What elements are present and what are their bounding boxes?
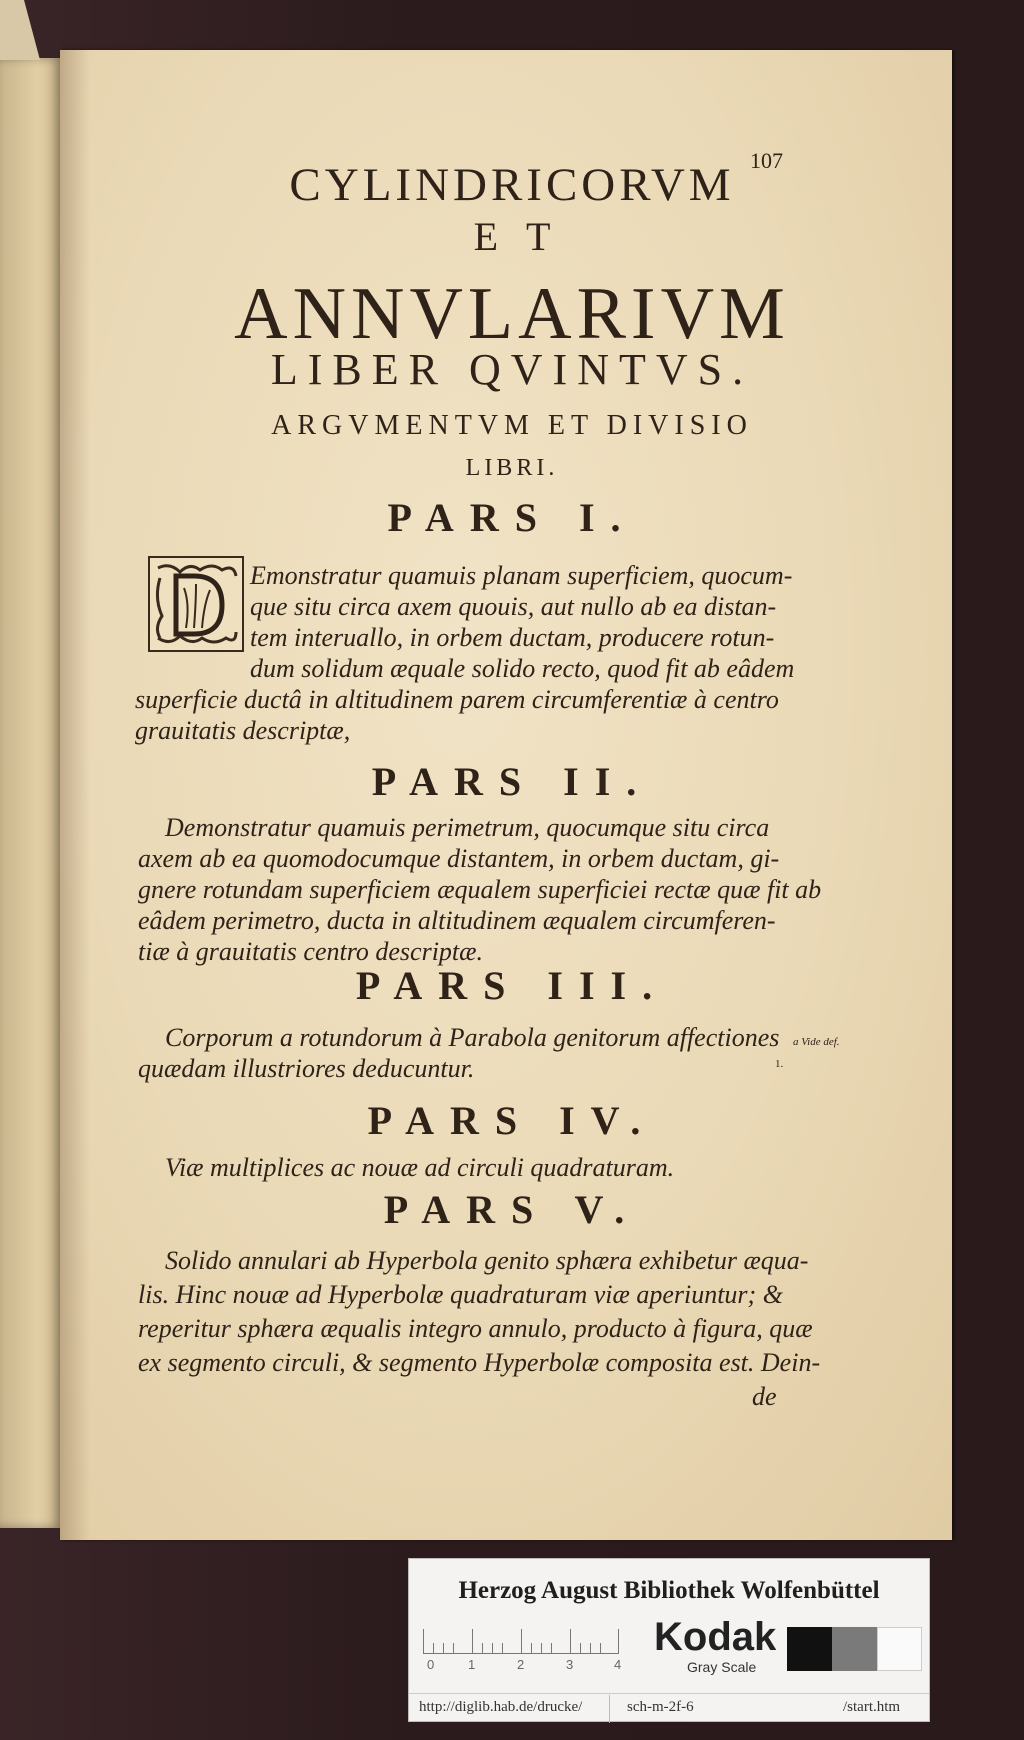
text-line: dum solidum æquale solido recto, quod fit ab eâdem [250, 654, 795, 683]
text-line: quædam illustriores deducuntur. [138, 1054, 475, 1083]
title-line-6: LIBRI. [465, 455, 559, 481]
text-line: superficie ductâ in altitudinem parem circumferentiæ à centro [135, 685, 779, 714]
text-line: tiæ à grauitatis centro descriptæ. [138, 937, 483, 966]
ruler-tick [551, 1643, 552, 1653]
ruler-tick [618, 1629, 619, 1653]
ruler-tick [570, 1629, 571, 1653]
gray-swatch-black [787, 1627, 832, 1671]
text-line: Corporum a rotundorum à Parabola genitorum affectiones [165, 1023, 780, 1052]
ruler-scale [423, 1629, 619, 1654]
url-separator [609, 1695, 610, 1723]
section-heading: PARS III. [355, 963, 669, 1008]
scale-number: 2 [517, 1657, 525, 1672]
gray-swatch-white [877, 1627, 922, 1671]
title-line-1: CYLINDRICORVM [289, 159, 735, 211]
scale-number: 0 [427, 1657, 435, 1672]
section-heading: PARS I. [387, 495, 637, 540]
text-line: tem interuallo, in orbem ductam, producere rotun- [250, 623, 775, 652]
title-line-5: ARGVMENTVM ET DIVISIO [271, 410, 753, 441]
ruler-tick [492, 1643, 493, 1653]
scale-number: 3 [566, 1657, 574, 1672]
text-line: axem ab ea quomodocumque distantem, in orbem ductam, gi- [138, 844, 780, 873]
text-line: que situ circa axem quouis, aut nullo ab ea distan- [250, 592, 777, 621]
url-left: http://diglib.hab.de/drucke/ [419, 1699, 583, 1715]
text-line: ex segmento circuli, & segmento Hyperbolæ composita est. Dein- [138, 1348, 821, 1377]
text-line: Demonstratur quamuis perimetrum, quocumque situ circa [165, 813, 770, 842]
margin-note: a Vide def. [793, 1036, 840, 1048]
ruler-tick [590, 1643, 591, 1653]
title-line-3: ANNVLARIVM [234, 273, 790, 355]
ruler-tick [580, 1643, 581, 1653]
library-name: Herzog August Bibliothek Wolfenbüttel [458, 1577, 880, 1604]
ruler-tick [443, 1643, 444, 1653]
ruler-tick [600, 1643, 601, 1653]
scale-number: 4 [614, 1657, 622, 1672]
page-number: 107 [750, 148, 783, 173]
section-heading: PARS IV. [367, 1098, 657, 1143]
archive-color-label [408, 1558, 930, 1722]
text-line: gnere rotundam superficiem æqualem superficiei rectæ quæ fit ab [138, 875, 822, 904]
ruler-tick [521, 1629, 522, 1653]
ruler-tick [541, 1643, 542, 1653]
url-divider [409, 1693, 929, 1694]
catchword: de [752, 1382, 777, 1411]
ruler-tick [423, 1629, 424, 1653]
url-middle: sch-m-2f-6 [627, 1699, 694, 1715]
ruler-tick [531, 1643, 532, 1653]
text-line: grauitatis descriptæ, [135, 716, 351, 745]
gray-swatch-mid [832, 1627, 877, 1671]
margin-note: 1. [775, 1058, 784, 1070]
kodak-brand: Kodak [654, 1615, 777, 1659]
gray-scale-label: Gray Scale [687, 1659, 757, 1675]
section-heading: PARS II. [371, 759, 653, 804]
scale-number: 1 [468, 1657, 476, 1672]
text-line: eâdem perimetro, ducta in altitudinem æqualem circumferen- [138, 906, 776, 935]
text-line: Viæ multiplices ac nouæ ad circuli quadraturam. [165, 1153, 675, 1182]
text-line: Solido annulari ab Hyperbola genito sphæra exhibetur æqua- [165, 1246, 809, 1275]
decorated-initial-d-icon [148, 556, 244, 652]
text-line: lis. Hinc nouæ ad Hyperbolæ quadraturam viæ aperiuntur; & [138, 1280, 783, 1309]
ruler-tick [453, 1643, 454, 1653]
text-line: reperitur sphæra æqualis integro annulo, producto à figura, quæ [138, 1314, 813, 1343]
title-line-2: ET [473, 214, 579, 259]
text-line: Emonstratur quamuis planam superficiem, quocum- [250, 561, 793, 590]
ruler-tick [472, 1629, 473, 1653]
ruler-tick [482, 1643, 483, 1653]
url-right: /start.htm [843, 1699, 901, 1715]
section-heading: PARS V. [383, 1187, 641, 1232]
ruler-tick [433, 1643, 434, 1653]
title-line-4: LIBER QVINTVS. [270, 345, 754, 394]
ruler-tick [502, 1643, 503, 1653]
